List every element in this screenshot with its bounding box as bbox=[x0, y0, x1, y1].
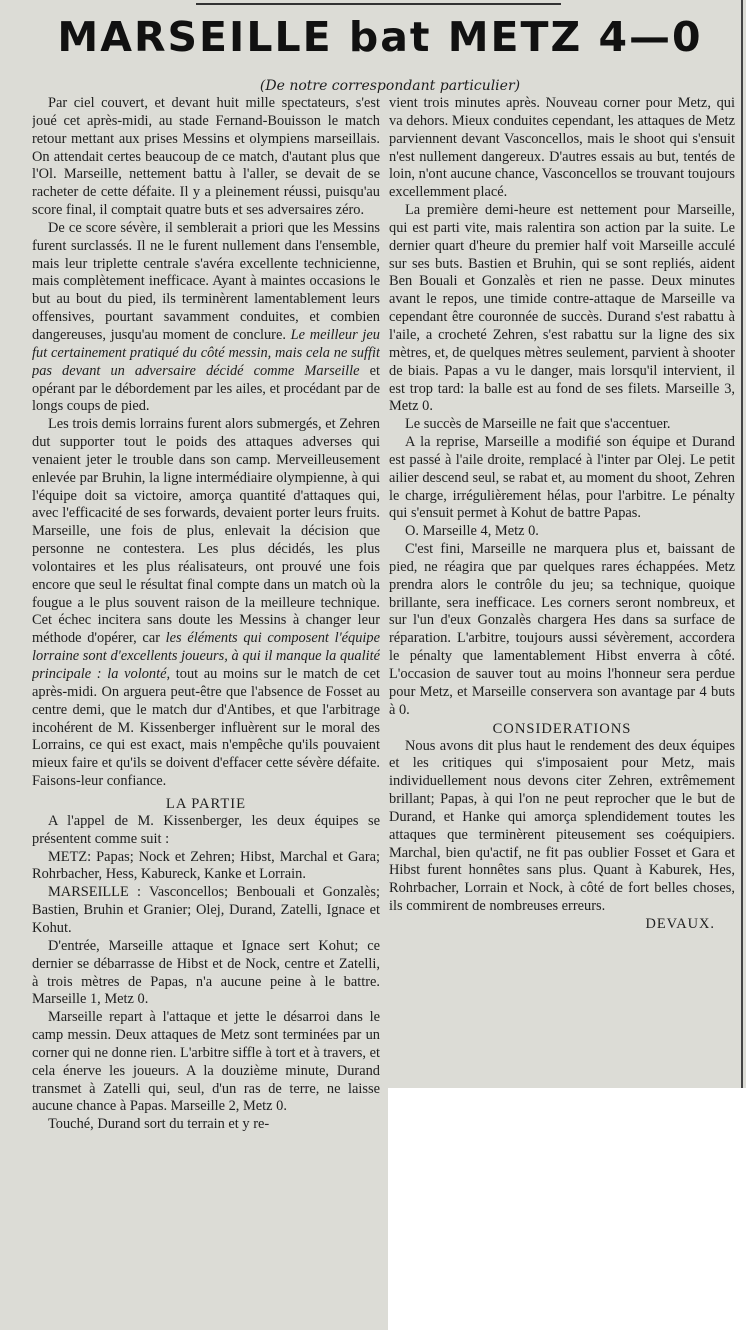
paragraph: Le succès de Marseille ne fait que s'accentuer. bbox=[405, 416, 671, 433]
section-heading-considerations: CONSIDERATIONS bbox=[492, 720, 632, 737]
headline: MARSEILLE bat METZ 4—0 bbox=[57, 13, 703, 61]
text-run: Les trois demis lorrains furent alors submergés, et Zehren dut supporter tout le poids des attaques adverses qui venaient jeter le trouble dans son camp. Merveilleusement enlevée par Bruhin, la ligne intermédiaire olympienne, à qui l'équipe doit sa victoire, amorça quantité d'attaques qui, avec l'efficacité de ses forwards, devaient porter leurs fruits. Marseille, une fois de plus, enlevait la décision que personne ne contestera. Les plus décidés, les plus volontaires et les plus réalisateurs, ont prouvé une fois encore que seul le résultat final compte dans un match où la fougue a le plus souvent raison de la meilleure technique. Cet échec incitera sans doute les Messins à changer leur méthode d'opérer, car bbox=[32, 416, 380, 647]
paragraph bbox=[32, 220, 380, 416]
byline: (De notre correspondant particulier) bbox=[259, 78, 521, 94]
paragraph: Par ciel couvert, et devant huit mille spectateurs, s'est joué cet après-midi, au stade Fernand-Bouisson le match retour mettant aux prises Messins et olympiens marseillais. On attendait certes beaucoup de ce match, d'autant plus que l'Ol. Marseille, nettement battu à l'aller, se devait de se racheter de cette défaite. Il y a pleinement réussi, puisqu'au score final, il comptait quatre buts et ses adversaires zéro. bbox=[32, 95, 380, 219]
paragraph: vient trois minutes après. Nouveau corner pour Metz, qui va dehors. Mieux conduites cependant, les attaques de Metz parviennent devant Vasconcellos, mais le shoot qui s'ensuit n'est nullement dangereux. D'autres essais au but, tentés de loin, n'ont aucune chance, Vasconcellos se trouvant toujours excellemment placé. bbox=[389, 95, 735, 201]
paragraph bbox=[32, 416, 380, 791]
paragraph: Nous avons dit plus haut le rendement des deux équipes et les critiques qui s'imposaient pour Metz, mais individuellement nous devons citer Zehren, extrêmement brillant; Papas, à qui l'on ne peut reprocher que le but de Durand, et Hanke qui amorça splendidement toutes les attaques que terminèrent piteusement ses coéquipiers. Marchal, bien qu'actif, ne fit pas oublier Fosset et Gara et Hibst furent honnêtes sans plus. Quant à Kaburek, Hes, Rohrbacher, Lorrain et Nock, à côté de fort belles choses, ils commirent de nombreuses erreurs. bbox=[389, 737, 735, 915]
text-run: tout au moins sur le match de cet après-midi. On arguera peut-être que l'absence de Fosset au centre demi, que le match dur d'Antibes, et que l'arbitrage incohérent de M. Kissenberger influèrent sur le moral des Lorrains, ce qui est exact, mais n'empêche qu'ils pouvaient mieux faire et qu'ils se doivent d'effacer cette sévère défaite. Faisons-leur confiance. bbox=[32, 666, 380, 790]
paragraph: MARSEILLE : Vasconcellos; Benbouali et Gonzalès; Bastien, Bruhin et Granier; Olej, Durand, Zatelli, Ignace et Kohut. bbox=[32, 884, 380, 936]
paragraph: A l'appel de M. Kissenberger, les deux équipes se présentent comme suit : bbox=[32, 812, 380, 847]
text-run: et opérant par le débordement par les ailes, et procédant par de longs coups de pied. bbox=[32, 362, 380, 415]
column-rule bbox=[741, 0, 743, 1088]
author-signature: DEVAUX. bbox=[645, 915, 715, 932]
paragraph: D'entrée, Marseille attaque et Ignace sert Kohut; ce dernier se débarrasse de Hibst et de Nock, centre et Zatelli, à trois mètres de Papas, n'a aucune peine à le battre. Marseille 1, Metz 0. bbox=[32, 937, 380, 1008]
paragraph: Marseille repart à l'attaque et jette le désarroi dans le camp messin. Deux attaques de Metz sont terminées par un corner qui ne donne rien. L'arbitre siffle à tort et à travers, et cela énerve les joueurs. A la douzième minute, Durand transmet à Zatelli qui, seul, d'un ras de terre, ne laisse aucune chance à Papas. Marseille 2, Metz 0. bbox=[32, 1009, 380, 1115]
paragraph: O. Marseille 4, Metz 0. bbox=[405, 523, 539, 540]
paragraph: C'est fini, Marseille ne marquera plus et, baissant de pied, ne réagira que par quelques rares échappées. Metz prendra alors le contrôle du jeu; sa technique, quoique brillante, sera inefficace. Les corners seront nombreux, et sur l'un d'eux Gonzalès chargera Hes dans sa surface de réparation. L'arbitre, toujours aussi sévèrement, accordera le pénalty que lamentablement Hibst enverra à côté. L'occasion de sauver tout au moins l'honneur sera perdue pour Metz, et Marseille conservera son avantage par 4 buts à 0. bbox=[389, 541, 735, 718]
right-column bbox=[389, 95, 735, 1087]
paragraph: Touché, Durand sort du terrain et y re- bbox=[48, 1116, 270, 1133]
left-column bbox=[32, 95, 380, 1325]
paragraph: La première demi-heure est nettement pour Marseille, qui est parti vite, mais ralentira son action par la suite. Le dernier quart d'heure du premier half voit Marseille acculé sur ses buts. Bastien et Bruhin, qui se sont repliés, aident Ben Bouali et Gonzalès et rien ne passe. Deux minutes avant le repos, une timide contre-attaque de Marseille va cependant être couronnée de succès. Durand s'est rabattu à l'aile, a crocheté Zehren, s'est rabattu sur la ligne des six mètres, et, de quelques mètres seulement, parvient à shooter de biais. Papas a vu le danger, mais lorsqu'il intervient, il est trop tard: la balle est au fond de ses filets. Marseille 3, Metz 0. bbox=[389, 202, 735, 415]
italic-text-run: les éléments qui composent l'équipe lorraine sont d'excellents joueurs, à qui il manque la qualité principale : la volonté, bbox=[32, 630, 380, 682]
blank-margin bbox=[388, 1088, 748, 1330]
text-run: De ce score sévère, il semblerait a priori que les Messins furent surclassés. Il ne le furent nullement dans l'ensemble, mais leur triplette centrale s'avéra excellente technicienne, mais complètement inefficace. Ayant à maintes occasions le but au bout du pied, ils terminèrent lamentablement leurs offensives, pourtant savamment conduites, et combien dangereuses, jusqu'au moment de conclure. bbox=[32, 219, 380, 343]
italic-text-run: Le meilleur jeu fut certainement pratiqué du côté messin, mais cela ne suffit pas devant un adversaire décidé comme Marseille bbox=[32, 326, 380, 379]
paragraph: METZ: Papas; Nock et Zehren; Hibst, Marchal et Gara; Rohrbacher, Hess, Kabureck, Kanke et Lorrain. bbox=[32, 848, 380, 883]
section-heading-la-partie: LA PARTIE bbox=[165, 795, 247, 812]
paragraph: A la reprise, Marseille a modifié son équipe et Durand est passé à l'aile droite, remplacé à l'inter par Olej. Le petit ailier descend seul, se rabat et, au moment du shoot, Zehren le charge, irrégulièrement hélas, pour l'arbitre. Le pénalty qui s'ensuit permet à Kohut de battre Papas. bbox=[389, 434, 735, 522]
top-rule bbox=[196, 3, 561, 5]
